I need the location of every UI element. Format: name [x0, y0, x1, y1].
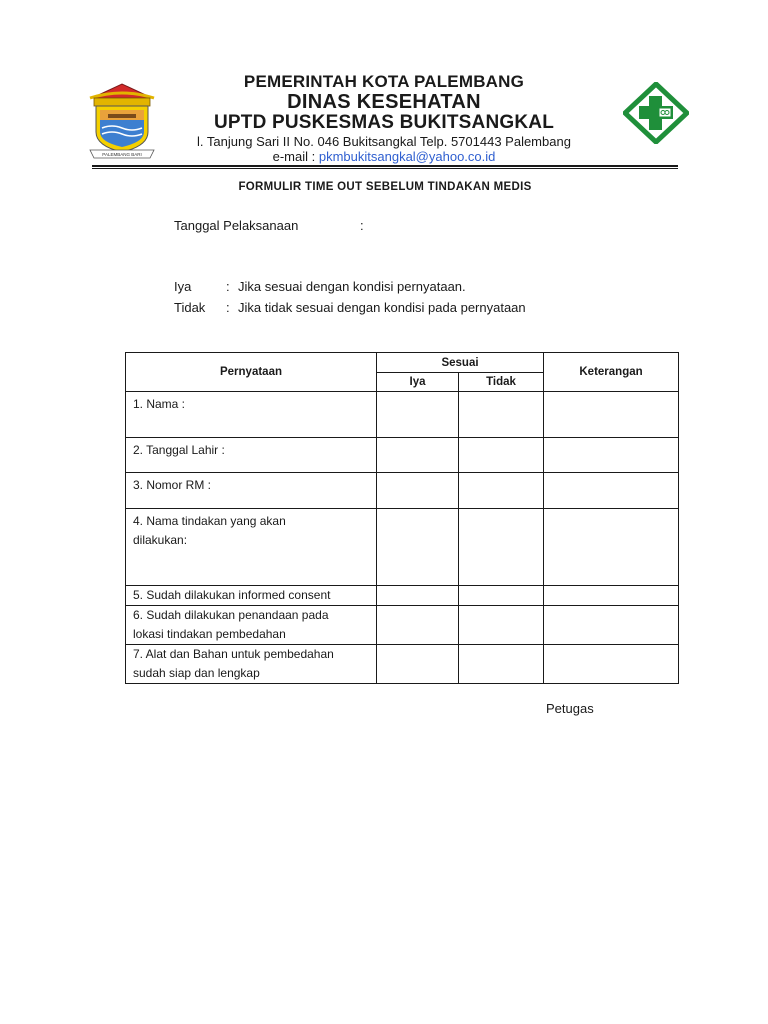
statement-cell: 1. Nama :: [126, 392, 377, 438]
tidak-checkbox-cell[interactable]: [459, 438, 544, 473]
legend-colon-iya: :: [226, 279, 230, 294]
keterangan-cell[interactable]: [544, 509, 679, 586]
statement-cell: 4. Nama tindakan yang akan dilakukan:: [126, 509, 377, 586]
legend-term-tidak: Tidak: [174, 300, 206, 315]
table-row: [126, 509, 679, 586]
letterhead-address: l. Tanjung Sari II No. 046 Bukitsangkal Telp. 5701443 Palembang: [197, 134, 571, 149]
keterangan-cell[interactable]: [544, 645, 679, 684]
statement-cell: 6. Sudah dilakukan penandaan pada lokasi tindakan pembedahan: [126, 606, 377, 645]
header-keterangan: Keterangan: [544, 353, 679, 392]
letterhead-government: PEMERINTAH KOTA PALEMBANG: [243, 72, 525, 91]
statement-cell: 7. Alat dan Bahan untuk pembedahan sudah siap dan lengkap: [126, 645, 377, 684]
tidak-checkbox-cell[interactable]: [459, 606, 544, 645]
header-iya: Iya: [377, 373, 459, 392]
tidak-checkbox-cell[interactable]: [459, 645, 544, 684]
iya-checkbox-cell[interactable]: [377, 438, 459, 473]
statement-table: [125, 352, 679, 684]
letterhead-divider-thin: [92, 168, 678, 169]
tidak-checkbox-cell[interactable]: [459, 473, 544, 509]
legend-colon-tidak: :: [226, 300, 230, 315]
header-tidak: Tidak: [459, 373, 544, 392]
table-row: [126, 392, 679, 438]
signature-label: Petugas: [546, 701, 594, 716]
keterangan-cell[interactable]: [544, 392, 679, 438]
header-statement: Pernyataan: [126, 353, 377, 392]
tidak-checkbox-cell[interactable]: [459, 509, 544, 586]
legend-desc-iya: Jika sesuai dengan kondisi pernyataan.: [238, 279, 466, 294]
iya-checkbox-cell[interactable]: [377, 606, 459, 645]
iya-checkbox-cell[interactable]: [377, 645, 459, 684]
letterhead-divider: [92, 165, 678, 167]
legend-desc-tidak: Jika tidak sesuai dengan kondisi pada pernyataan: [238, 300, 526, 315]
puskesmas-cross-icon: [623, 82, 689, 144]
table-row: [126, 586, 679, 606]
iya-checkbox-cell[interactable]: [377, 509, 459, 586]
legend-term-iya: Iya: [174, 279, 192, 294]
palembang-emblem-icon: [86, 80, 158, 160]
keterangan-cell[interactable]: [544, 438, 679, 473]
iya-checkbox-cell[interactable]: [377, 586, 459, 606]
table-row: [126, 473, 679, 509]
keterangan-cell[interactable]: [544, 473, 679, 509]
letterhead-institution: UPTD PUSKESMAS BUKITSANGKAL: [213, 112, 555, 133]
email-label: e-mail :: [272, 149, 319, 164]
letterhead-email-line: [150, 149, 618, 164]
date-field-colon: :: [360, 218, 364, 233]
emblem-ribbon-text: PALEMBANG BARI: [102, 152, 142, 157]
table-row: [126, 438, 679, 473]
statement-cell: 2. Tanggal Lahir :: [126, 438, 377, 473]
statement-cell: 5. Sudah dilakukan informed consent: [126, 586, 377, 606]
iya-checkbox-cell[interactable]: [377, 392, 459, 438]
letterhead-department: DINAS KESEHATAN: [287, 91, 481, 113]
tidak-checkbox-cell[interactable]: [459, 586, 544, 606]
table-row: [126, 645, 679, 684]
statement-cell: 3. Nomor RM :: [126, 473, 377, 509]
keterangan-cell[interactable]: [544, 606, 679, 645]
tidak-checkbox-cell[interactable]: [459, 392, 544, 438]
iya-checkbox-cell[interactable]: [377, 473, 459, 509]
header-sesuai: Sesuai: [377, 353, 544, 373]
date-field-label: Tanggal Pelaksanaan: [174, 218, 299, 233]
email-link[interactable]: pkmbukitsangkal@yahoo.co.id: [318, 149, 496, 164]
table-row: [126, 606, 679, 645]
form-title: FORMULIR TIME OUT SEBELUM TINDAKAN MEDIS: [238, 181, 532, 193]
keterangan-cell[interactable]: [544, 586, 679, 606]
